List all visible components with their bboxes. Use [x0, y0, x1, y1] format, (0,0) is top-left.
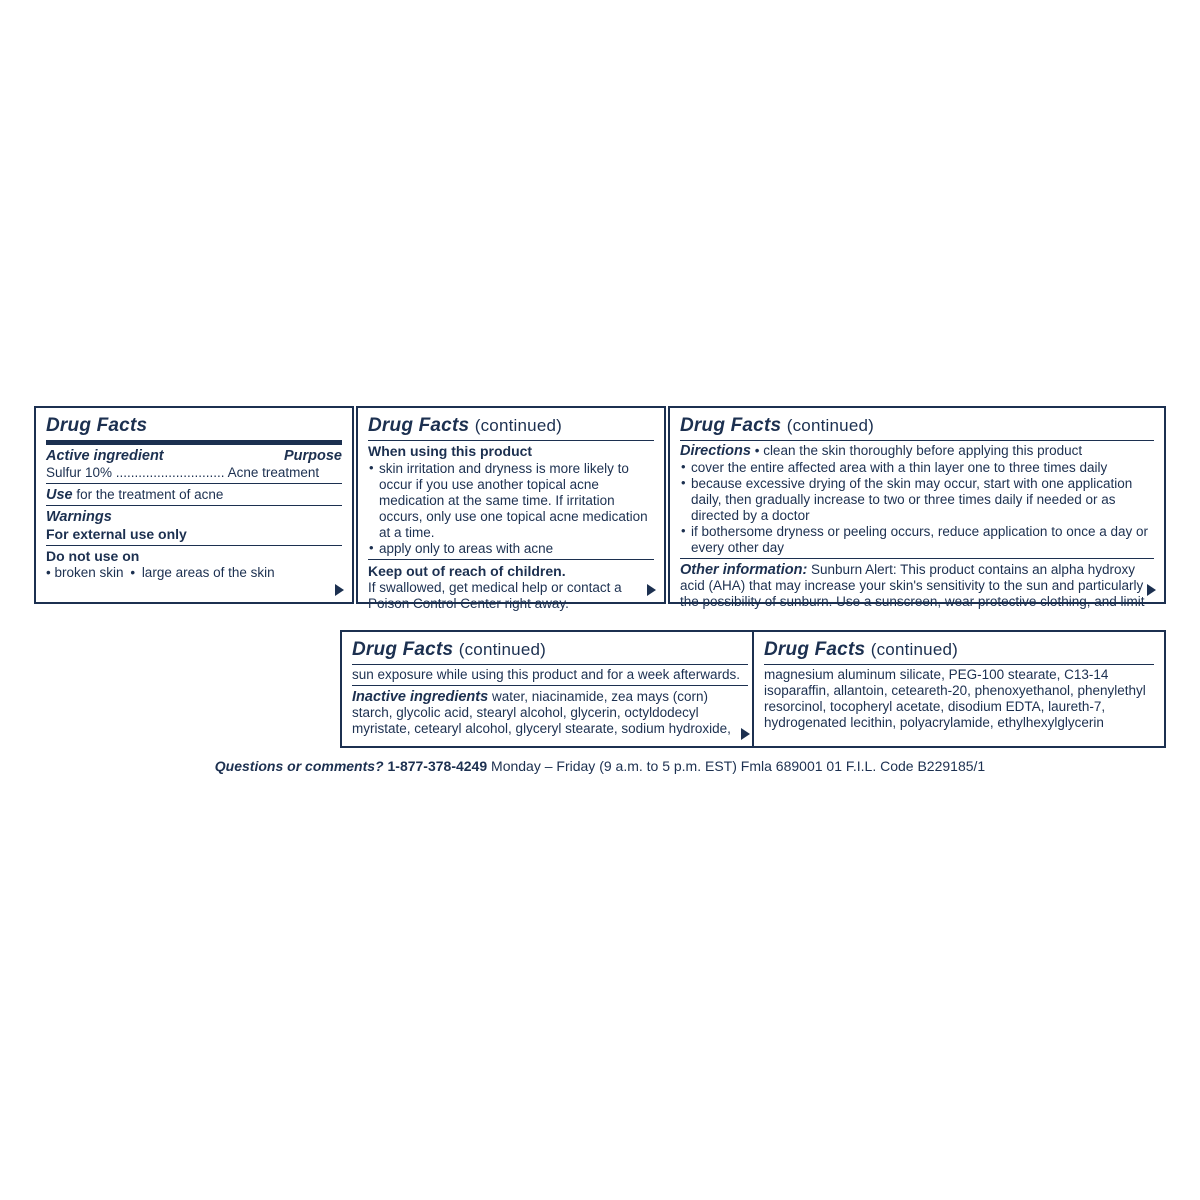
divider [352, 664, 748, 665]
when-using-label: When using this product [368, 443, 533, 459]
when-using-item-1: • skin irritation and dryness is more likely to occur if you use another topical acne medication at the same time. If irritation occurs, only use one topical acne medication at a time. [368, 461, 654, 541]
inactive-ingredients-section [352, 689, 748, 737]
drug-facts-panel-4 [340, 630, 760, 748]
support-hours: Monday – Friday (9 a.m. to 5 p.m. EST) [491, 758, 737, 774]
directions-item-1: clean the skin thoroughly before applying this product [763, 443, 1083, 458]
divider [680, 440, 1154, 441]
divider [680, 558, 1154, 559]
purpose-label: Purpose [283, 448, 342, 464]
panel-4-title: Drug Facts [352, 639, 454, 660]
bullet-dot: • [46, 565, 51, 580]
do-not-use-item-2: large areas of the skin [141, 565, 275, 580]
directions-label: Directions [680, 443, 751, 459]
divider [368, 440, 654, 441]
panel-3-heading [680, 415, 1154, 437]
do-not-use-label: Do not use on [46, 548, 140, 564]
when-using-bullets [368, 461, 654, 557]
panel-5-title: Drug Facts [764, 639, 866, 660]
other-information-label: Other information: [680, 562, 808, 578]
panel-3-continued: (continued) [786, 416, 874, 435]
keep-out-of-reach-text: If swallowed, get medical help or contact a Poison Control Center right away. [368, 580, 622, 611]
inactive-ingredients-continued-text: magnesium aluminum silicate, PEG-100 stearate, C13-14 isoparaffin, allantoin, ceteareth-20, phenoxyethanol, phenylethyl resorcinol, tocopheryl acetate, disodium EDTA, laureth-7, hydrogenated lecithin, polyacrylamide, ethylhexylglycerin [764, 667, 1146, 730]
use-section [46, 487, 342, 503]
divider [46, 505, 342, 506]
do-not-use-bullets [46, 565, 342, 581]
directions-item-2: • cover the entire affected area with a thin layer one to three times daily [680, 460, 1154, 476]
sun-exposure-text: sun exposure while using this product and for a week afterwards. [352, 667, 740, 682]
warnings-sub: For external use only [46, 526, 187, 542]
keep-out-of-reach-label: Keep out of reach of children. [368, 563, 566, 579]
directions-bullets [680, 460, 1154, 556]
divider [368, 559, 654, 560]
do-not-use-item-1: broken skin [54, 565, 124, 580]
drug-facts-panel-1 [34, 406, 354, 604]
active-ingredient-header [46, 448, 342, 465]
divider [46, 483, 342, 484]
questions-label: Questions or comments? [214, 758, 384, 774]
phone-number[interactable]: 1-877-378-4249 [387, 758, 488, 774]
divider [46, 545, 342, 546]
directions-section [680, 443, 1154, 556]
panel-4-heading [352, 639, 748, 661]
panel-2-continued: (continued) [474, 416, 562, 435]
drug-facts-panel-2 [356, 406, 666, 611]
divider [764, 664, 1154, 665]
panel-3-title: Drug Facts [680, 415, 782, 436]
other-information-section [680, 562, 1154, 610]
continuation-arrow-icon [741, 728, 750, 740]
inactive-ingredients-text: water, niacinamide, zea mays (corn) starch, glycolic acid, stearyl alcohol, glycerin, octyldodecyl myristate, cetearyl alcohol, glyceryl stearate, sodium hydroxide, [352, 689, 731, 736]
inactive-ingredients-label: Inactive ingredients [352, 689, 489, 705]
directions-first-line [680, 443, 1154, 459]
panel-5-continued: (continued) [870, 640, 958, 659]
drug-facts-panel-3 [668, 406, 1166, 609]
active-ingredient-label: Active ingredient [46, 448, 164, 464]
divider [352, 685, 748, 686]
bullet-dot: • [130, 565, 136, 580]
panel-2-title: Drug Facts [368, 415, 470, 436]
when-using-item-2: • apply only to areas with acne [368, 541, 654, 557]
panel-5-heading [764, 639, 1154, 661]
drug-facts-panel-5 [752, 630, 1166, 748]
use-text: for the treatment of acne [72, 487, 224, 502]
active-ingredient-line: Sulfur 10% ............................. Acne treatment [46, 465, 320, 480]
panel-1-heading [46, 415, 342, 437]
directions-item-4: • if bothersome dryness or peeling occurs, reduce application to once a day or every other day [680, 524, 1154, 556]
use-label: Use [46, 487, 73, 503]
panel-2-heading [368, 415, 654, 437]
continuation-arrow-icon [335, 584, 344, 596]
continuation-arrow-icon [1147, 584, 1156, 596]
divider [46, 440, 342, 445]
other-information-text: Sunburn Alert: This product contains an alpha hydroxy acid (AHA) that may increase your skin's sensitivity to the sun and particularly the possibility of sunburn. Use a sunscreen, wear protective clothing, and limit [680, 562, 1145, 609]
panel-4-continued: (continued) [458, 640, 546, 659]
warnings-label: Warnings [46, 509, 112, 525]
directions-item-3: • because excessive drying of the skin may occur, start with one application daily, then gradually increase to two or three times daily if needed or as directed by a doctor [680, 476, 1154, 524]
footer-contact [0, 757, 1200, 775]
continuation-arrow-icon [647, 584, 656, 596]
bullet-dot: • [754, 443, 760, 458]
panel-1-title: Drug Facts [46, 415, 148, 436]
formula-code: Fmla 689001 01 F.I.L. Code B229185/1 [740, 758, 986, 774]
